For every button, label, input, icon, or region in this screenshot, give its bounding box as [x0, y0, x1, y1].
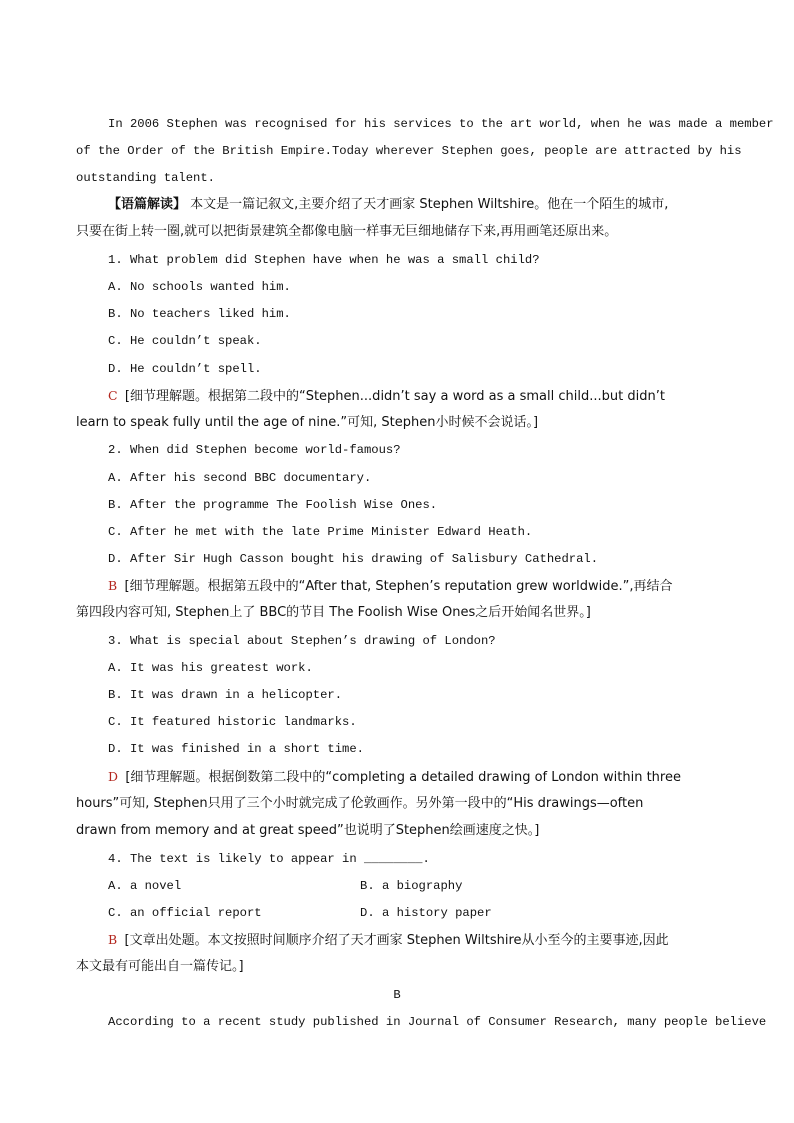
analysis-paragraph: [108, 197, 668, 213]
explanation-text: [细节理解题。根据倒数第二段中的“completing a detailed drawing of London within three: [125, 770, 681, 785]
analysis-label: 【语篇解读】: [108, 197, 187, 212]
answer-letter: B: [108, 932, 118, 947]
answer-letter: D: [108, 769, 119, 784]
passage-line: of the Order of the British Empire.Today wherever Stephen goes, people are attracted by his: [76, 144, 742, 158]
question-stem: 4. The text is likely to appear in ________.: [108, 852, 430, 866]
option: B. After the programme The Foolish Wise Ones.: [108, 498, 438, 512]
passage-line: outstanding talent.: [76, 171, 215, 185]
option: C. He couldn’t speak.: [108, 334, 262, 348]
option: A. It was his greatest work.: [108, 661, 313, 675]
explanation-text: hours”可知, Stephen只用了三个小时就完成了伦敦画作。另外第一段中的“His drawings—often: [76, 796, 644, 811]
analysis-text: 本文是一篇记叙文,主要介绍了天才画家 Stephen Wiltshire。他在一个陌生的城市,: [190, 197, 669, 212]
answer-letter: C: [108, 388, 118, 403]
option-row: [108, 905, 708, 921]
option-row: [108, 878, 708, 894]
explanation-text: drawn from memory and at great speed”也说明了Stephen绘画速度之快。]: [76, 823, 540, 838]
passage-line: According to a recent study published in Journal of Consumer Research, many people believe: [108, 1015, 767, 1029]
section-heading: B: [393, 988, 401, 1002]
option: B. It was drawn in a helicopter.: [108, 688, 343, 702]
explanation-text: [细节理解题。根据第五段中的“After that, Stephen’s reputation grew worldwide.”,再结合: [124, 579, 673, 594]
option: D. It was finished in a short time.: [108, 742, 364, 756]
passage-line: In 2006 Stephen was recognised for his services to the art world, when he was made a member: [108, 117, 774, 131]
explanation-line: [108, 578, 672, 595]
explanation-text: 第四段内容可知, Stephen上了 BBC的节目 The Foolish Wise Ones之后开始闻名世界。]: [76, 605, 591, 620]
explanation-text: learn to speak fully until the age of nine.”可知, Stephen小时候不会说话。]: [76, 415, 539, 430]
explanation-text: 本文最有可能出自一篇传记。]: [76, 959, 244, 974]
question-stem: 2. When did Stephen become world-famous?: [108, 443, 401, 457]
explanation-line: [108, 769, 681, 786]
answer-letter: B: [108, 578, 118, 593]
analysis-text: 只要在街上转一圈,就可以把街景建筑全都像电脑一样事无巨细地储存下来,再用画笔还原出来。: [76, 224, 618, 239]
explanation-text: [细节理解题。根据第二段中的“Stephen...didn’t say a word as a small child...but didn’t: [124, 389, 665, 404]
explanation-line: [108, 932, 669, 949]
option: A. No schools wanted him.: [108, 280, 291, 294]
option: D. He couldn’t spell.: [108, 362, 262, 376]
option: C. After he met with the late Prime Minister Edward Heath.: [108, 525, 533, 539]
explanation-line: [108, 388, 665, 405]
option: B. No teachers liked him.: [108, 307, 291, 321]
question-stem: 1. What problem did Stephen have when he was a small child?: [108, 253, 540, 267]
explanation-text: [文章出处题。本文按照时间顺序介绍了天才画家 Stephen Wiltshire从小至今的主要事迹,因此: [124, 933, 669, 948]
option: A. After his second BBC documentary.: [108, 471, 372, 485]
option: D. After Sir Hugh Casson bought his drawing of Salisbury Cathedral.: [108, 552, 599, 566]
option: D. a history paper: [360, 906, 492, 920]
question-stem: 3. What is special about Stephen’s drawing of London?: [108, 634, 496, 648]
option: C. It featured historic landmarks.: [108, 715, 357, 729]
option: A. a novel: [108, 879, 182, 893]
option: B. a biography: [360, 879, 463, 893]
option: C. an official report: [108, 906, 262, 920]
